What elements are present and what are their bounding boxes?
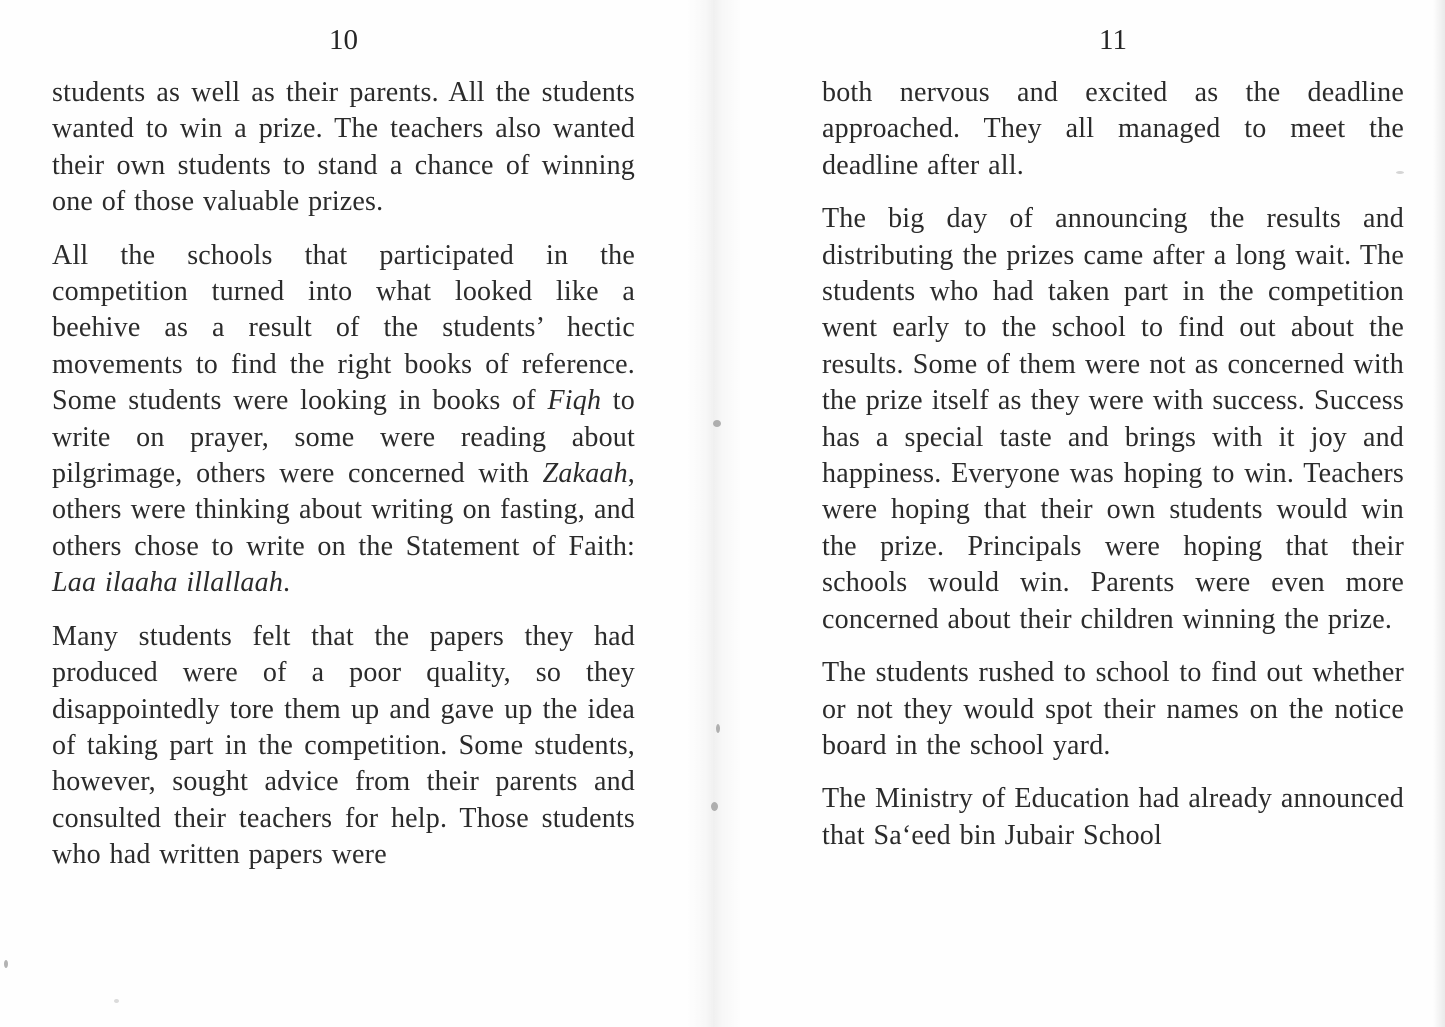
page-10 bbox=[52, 22, 635, 874]
text-segment: The big day of announcing the results and distributing the prizes came after a long wait. The students who had taken part in the competition went early to the school to find out about the results. Some of them were not as concerned with the prize itself as they were with success. Success has a special taste and brings with it joy and happiness. Everyone was hoping to win. Teachers were hoping that their own students would win the prize. Principals were hoping that their schools would win. Parents were even more concerned about their children winning the prize. bbox=[822, 203, 1404, 635]
page-edge-shadow bbox=[1433, 0, 1445, 1027]
book-gutter-shadow bbox=[686, 0, 742, 1027]
page-10-body bbox=[52, 75, 635, 874]
scan-speck bbox=[711, 802, 718, 811]
text-segment: The Ministry of Education had already announced that Sa‘eed bin Jubair School bbox=[822, 783, 1404, 851]
page-number-left: 10 bbox=[329, 24, 358, 56]
page-11-body bbox=[822, 75, 1404, 854]
italic-term: Fiqh bbox=[547, 385, 602, 417]
text-segment: , others were thinking about writing on fasting, and others chose to write on the Statement of Faith: bbox=[52, 458, 635, 562]
text-segment: . bbox=[283, 567, 291, 599]
italic-term: Zakaah bbox=[542, 458, 628, 490]
text-segment: The students rushed to school to find out whether or not they would spot their names on the notice board in the school yard. bbox=[822, 657, 1404, 761]
paragraph bbox=[52, 619, 635, 874]
paragraph bbox=[52, 75, 635, 221]
scan-speck bbox=[716, 724, 720, 733]
paragraph bbox=[822, 201, 1404, 638]
paragraph bbox=[822, 655, 1404, 764]
scan-speck bbox=[4, 960, 8, 968]
text-segment: Many students felt that the papers they had produced were of a poor quality, so they disappointedly tore them up and gave up the idea of taking part in the competition. Some students, however, sought advice from their parents and consulted their teachers for help. Those students who had written papers were bbox=[52, 620, 635, 871]
paragraph bbox=[822, 781, 1404, 854]
text-segment: both nervous and excited as the deadline approached. They all managed to meet the deadline after all. bbox=[822, 77, 1404, 181]
scan-speck bbox=[713, 420, 721, 427]
text-segment: All the schools that participated in the competition turned into what looked like a beehive as a result of the students’ hectic movements to find the right books of reference. Some students were looking in books of bbox=[52, 239, 635, 417]
paragraph bbox=[52, 238, 635, 602]
italic-term: Laa ilaaha illallaah bbox=[52, 567, 284, 599]
scan-speck bbox=[114, 999, 119, 1003]
page-11 bbox=[822, 22, 1404, 854]
text-segment: students as well as their parents. All the students wanted to win a prize. The teachers also wanted their own students to stand a chance of winning one of those valuable prizes. bbox=[52, 77, 635, 218]
page-number-right: 11 bbox=[1099, 24, 1127, 56]
text-segment: to write on prayer, some were reading about pilgrimage, others were concerned with bbox=[52, 385, 635, 490]
paragraph bbox=[822, 75, 1404, 184]
